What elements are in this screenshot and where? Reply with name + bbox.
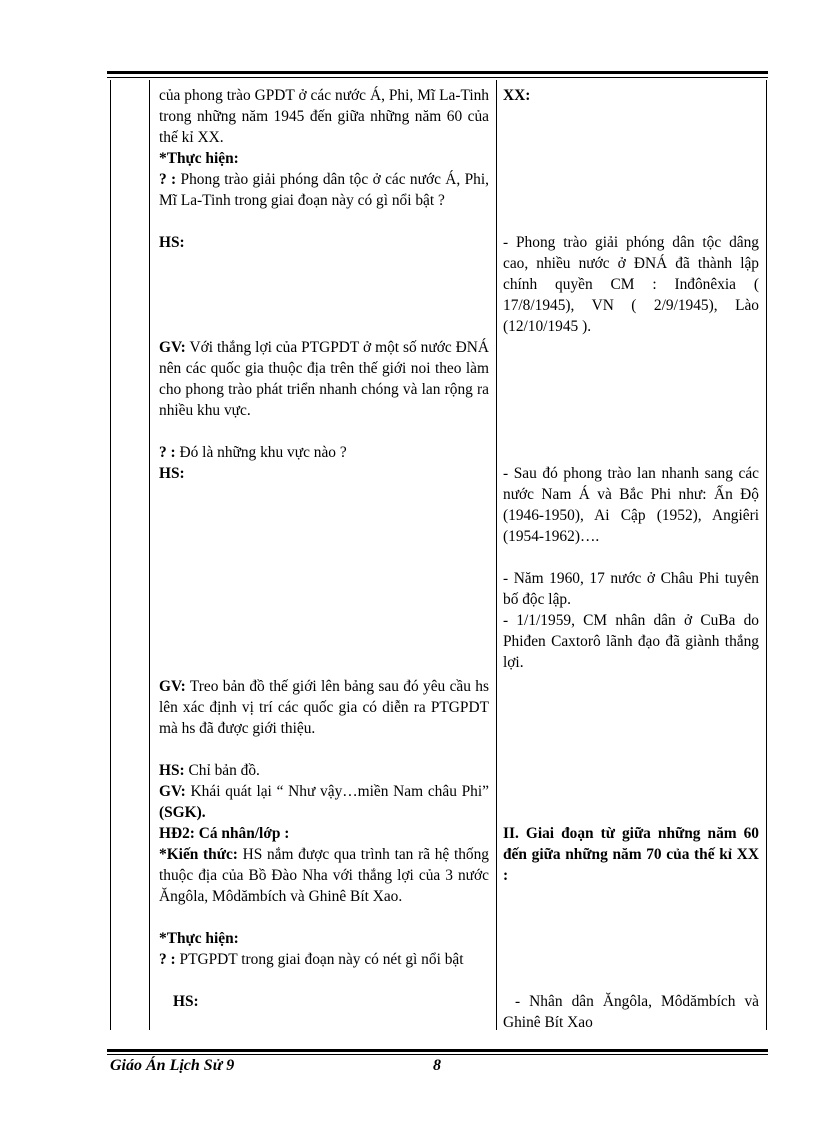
gv-label-2: GV: — [159, 678, 186, 695]
question-3-text: PTGPDT trong giai đoạn này có nét gì nổi bật — [175, 951, 464, 968]
thuc-hien-heading-1: *Thực hiện: — [159, 150, 239, 167]
hs-text-3: Chỉ bản đồ. — [184, 762, 260, 779]
hs-label-2: HS: — [159, 465, 185, 482]
table-border-right — [766, 80, 767, 1030]
gv-text-2: Treo bản đồ thế giới lên bảng sau đó yêu cầu hs lên xác định vị trí các quốc gia có diễn ra PTGPDT mà hs đã được giới thiệu. — [159, 678, 489, 737]
table-border-col2 — [496, 80, 497, 1030]
page-number: 8 — [433, 1057, 441, 1074]
table-border-col1 — [149, 80, 150, 1030]
knowledge-text: HS nắm được qua trình tan rã hệ thống thuộc địa của Bồ Đào Nha với thắng lợi của 3 nước Ăngôla, Môdămbích và Ghinê Bít Xao. — [159, 846, 489, 905]
question-1 — [159, 169, 489, 211]
footer-rule-thick — [107, 1049, 768, 1052]
question-2-text: Đó là những khu vực nào ? — [175, 444, 347, 461]
question-1-text: Phong trào giải phóng dân tộc ở các nước Á, Phi, Mĩ La-Tinh trong giai đoạn này có gì nổi bật ? — [159, 171, 489, 209]
gv-paragraph-2 — [159, 676, 489, 739]
question-3-label: ? : — [159, 951, 176, 968]
header-rule-thin — [107, 77, 768, 78]
question-1-label: ? : — [159, 171, 177, 188]
question-3 — [159, 949, 464, 970]
hs-paragraph-3 — [159, 760, 260, 781]
header-rule-thick — [107, 71, 768, 74]
gv-text-1: Với thắng lợi của PTGPDT ở một số nước ĐNÁ nên các quốc gia thuộc địa trên thế giới noi theo làm cho phong trào phát triển nhanh chóng và lan rộng ra nhiều khu vực. — [159, 339, 489, 419]
answer-4: - 1/1/1959, CM nhân dân ở CuBa do Phiđen Caxtorô lãnh đạo đã giành thắng lợi. — [503, 612, 759, 671]
gv-label-1: GV: — [159, 339, 186, 356]
gv-sgk-3: (SGK). — [159, 804, 206, 821]
knowledge-paragraph — [159, 844, 489, 907]
hs-label-4: HS: — [173, 993, 199, 1010]
gv-paragraph-1 — [159, 337, 489, 421]
footer-title: Giáo Án Lịch Sử 9 — [110, 1057, 235, 1074]
question-2-label: ? : — [159, 444, 176, 461]
answer-2: - Sau đó phong trào lan nhanh sang các nước Nam Á và Bắc Phi như: Ấn Độ (1946-1950), Ai Cập (1952), Angiêri (1954-1962)…. — [503, 465, 759, 545]
hs-label-1: HS: — [159, 234, 185, 251]
knowledge-label: *Kiến thức: — [159, 846, 238, 863]
gv-text-3: Khái quát lại “ Như vậy…miền Nam châu Phi” — [185, 783, 489, 800]
table-border-left — [110, 80, 111, 1030]
answer-5: - Nhân dân Ăngôla, Môdămbích và Ghinê Bít Xao — [503, 993, 759, 1031]
thuc-hien-heading-2: *Thực hiện: — [159, 930, 239, 947]
gv-label-3: GV: — [159, 783, 186, 800]
answer-3: - Năm 1960, 17 nước ở Châu Phi tuyên bố độc lập. — [503, 570, 759, 608]
footer-rule-thin — [107, 1054, 768, 1055]
activity-2-heading: HĐ2: Cá nhân/lớp : — [159, 825, 290, 842]
century-continuation: XX: — [503, 87, 531, 104]
answer-1: - Phong trào giải phóng dân tộc dâng cao, nhiều nước ở ĐNÁ đã thành lập chính quyền CM : Inđônêxia ( 17/8/1945), VN ( 2/9/1945), Lào (12/10/1945 ). — [503, 234, 759, 335]
section-2-heading: II. Giai đoạn từ giữa những năm 60 đến giữa những năm 70 của thế kỉ XX : — [503, 825, 759, 884]
question-2 — [159, 442, 347, 463]
paragraph-goal: của phong trào GPDT ở các nước Á, Phi, Mĩ La-Tinh trong những năm 1945 đến giữa những năm 60 của thế kỉ XX. — [159, 87, 489, 146]
hs-label-3: HS: — [159, 762, 185, 779]
gv-paragraph-3 — [159, 781, 489, 823]
